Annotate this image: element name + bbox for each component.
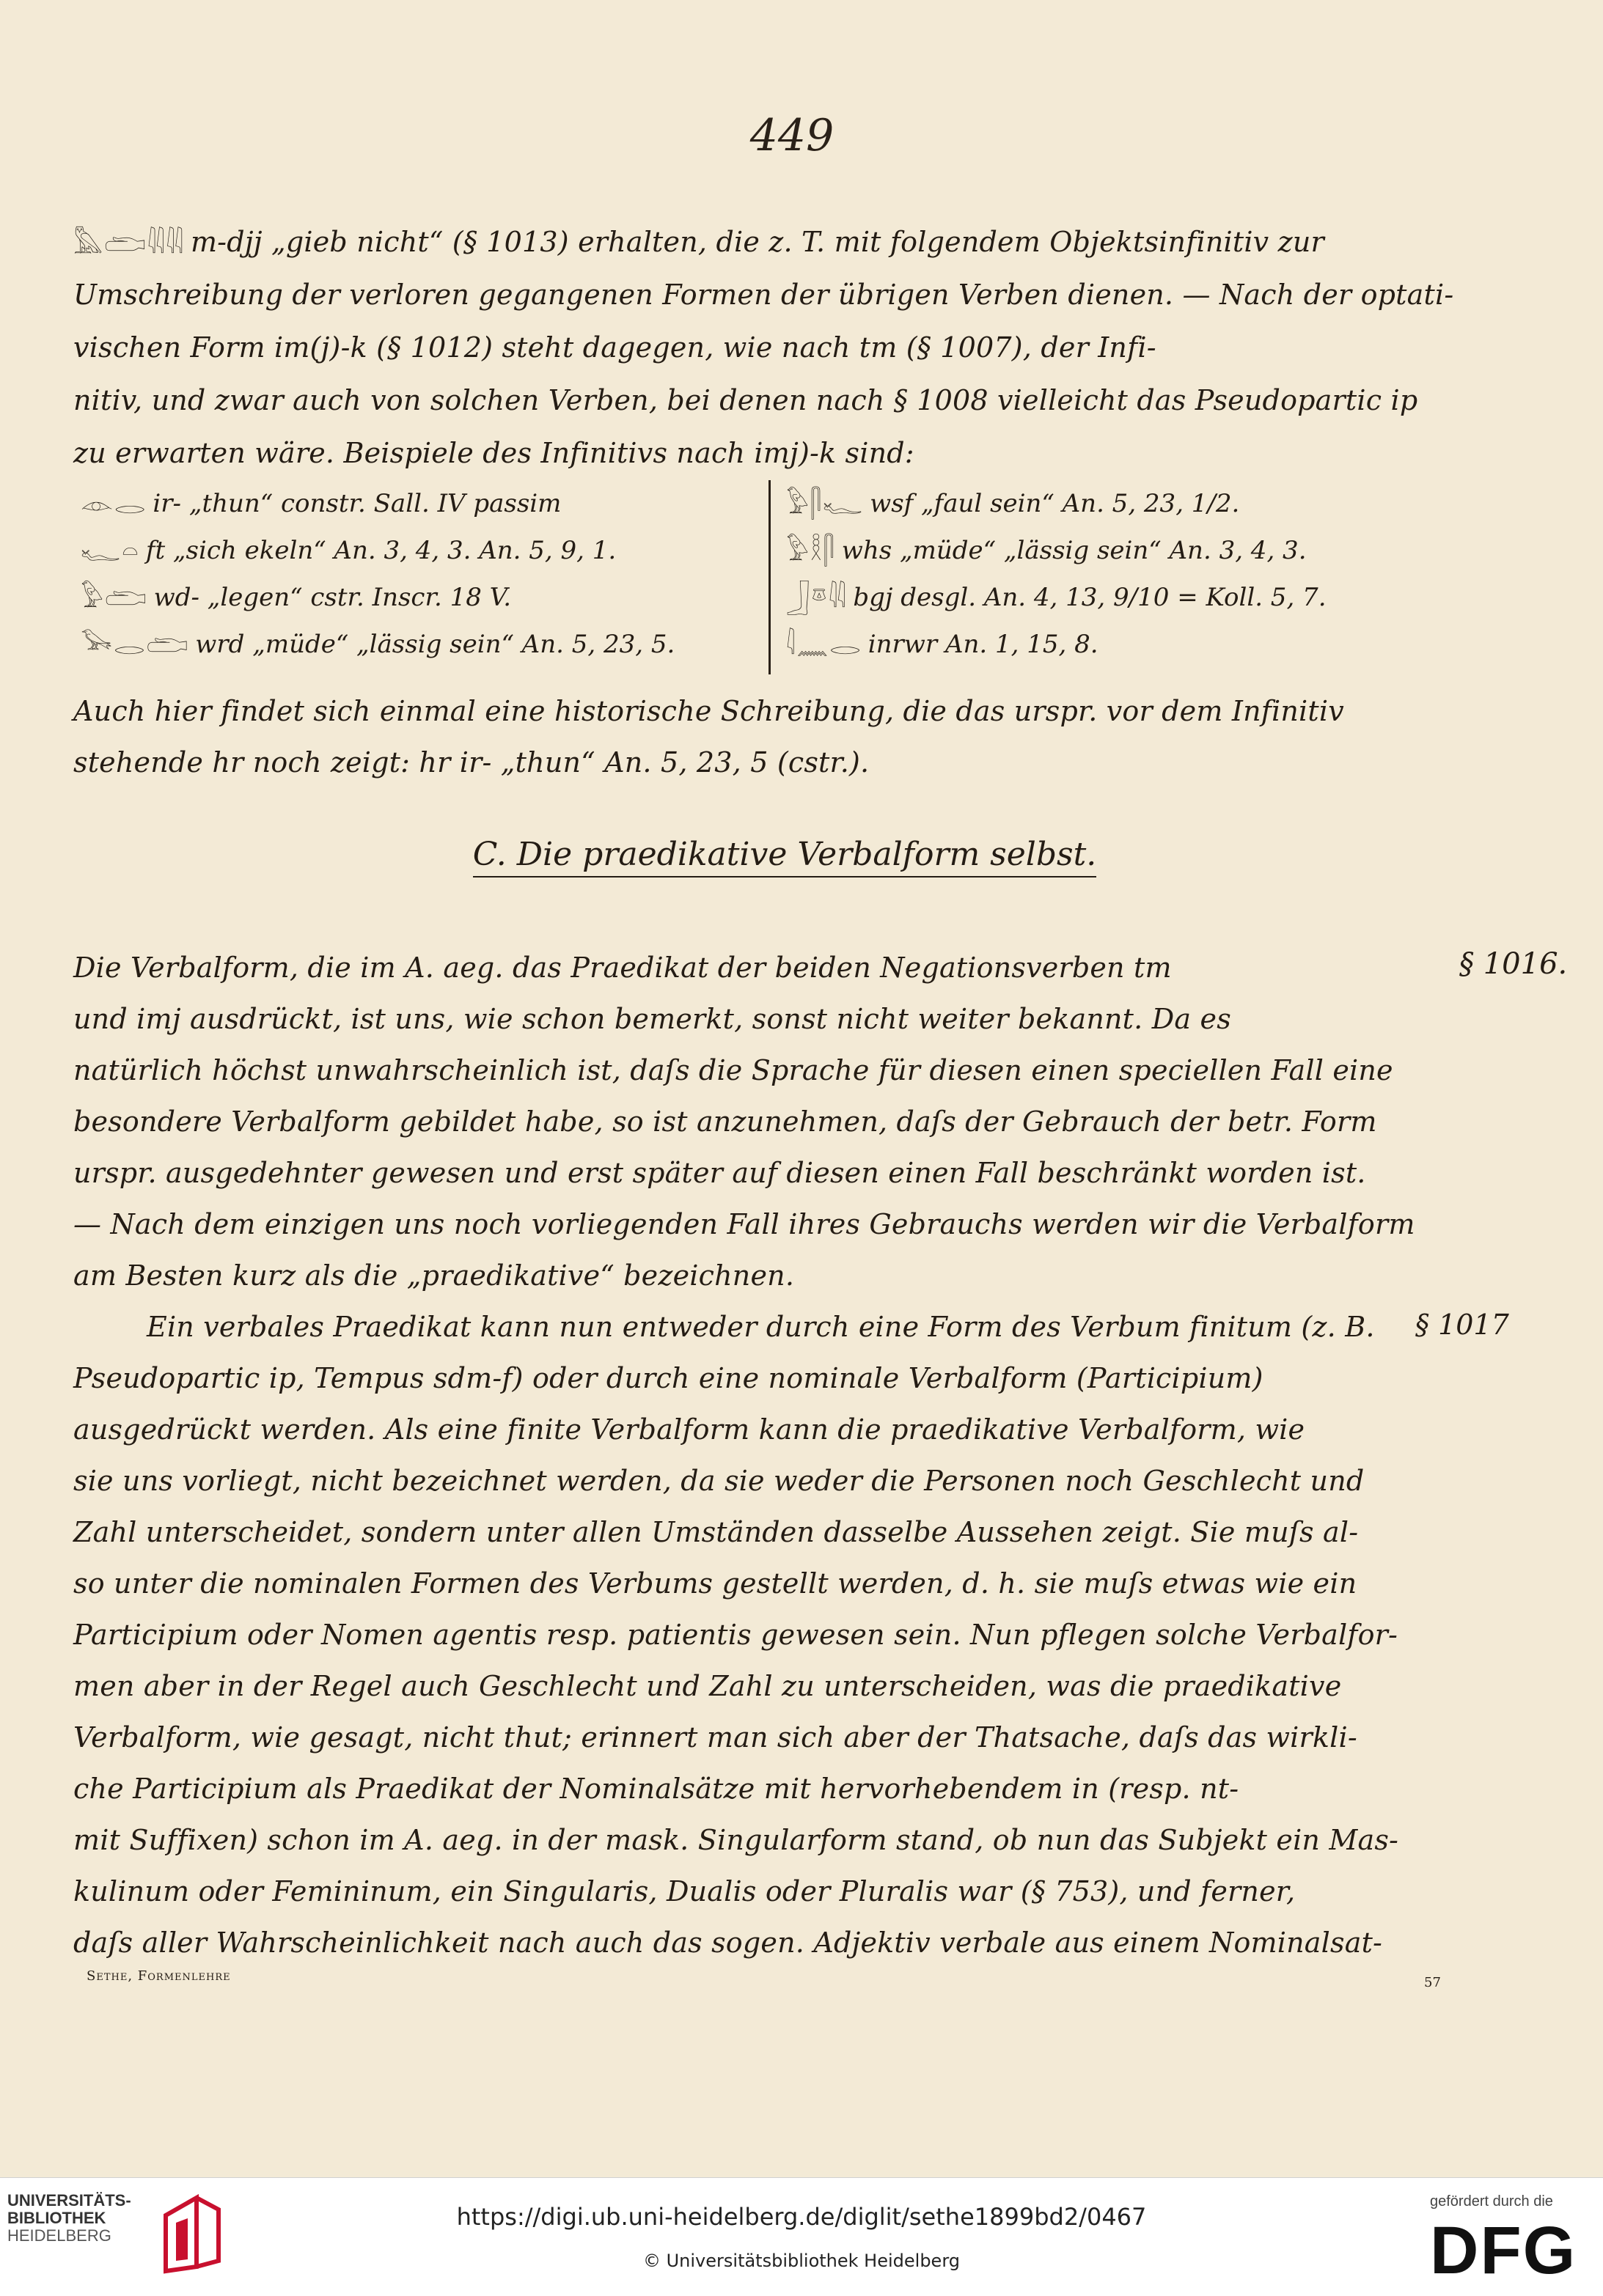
- hieroglyph-group: 𓇋𓈖𓂋: [786, 630, 862, 661]
- logo-line: HEIDELBERG: [7, 2226, 111, 2245]
- paragraph-marker: § 1017: [1415, 1309, 1509, 1341]
- column-divider: [769, 480, 771, 674]
- text-line: ausgedrückt werden. Als eine finite Verbalform kann die praedikative Verbalform, wie: [73, 1413, 1305, 1446]
- text-line: Umschreibung der verloren gegangenen Formen der übrigen Verben dienen. — Nach der optati-: [73, 279, 1454, 311]
- text-line: stehende hr noch zeigt: hr ir- „thun“ An. 5, 23, 5 (cstr.).: [73, 746, 870, 779]
- page-number: 449: [749, 110, 834, 161]
- dfg-logo[interactable]: DFG: [1430, 2213, 1577, 2288]
- example-row: 𓇋𓈖𓂋 inrwr An. 1, 15, 8.: [786, 621, 1519, 668]
- text-line: kulinum oder Femininum, ein Singularis, Dualis oder Pluralis war (§ 753), und ferner,: [73, 1875, 1296, 1907]
- text-line: sie uns vorliegt, nicht bezeichnet werden, da sie weder die Personen noch Geschlecht und: [73, 1465, 1365, 1497]
- text-line: Auch hier findet sich einmal eine historische Schreibung, die das urspr. vor dem Infinitiv: [73, 695, 1344, 727]
- text-line: Pseudopartic ip, Tempus sdm-f) oder durch eine nominale Verbalform (Participium): [73, 1362, 1263, 1394]
- text-line: daſs aller Wahrscheinlichkeit nach auch das sogen. Adjektiv verbale aus einem Nominalsat-: [73, 1927, 1383, 1959]
- text-line: besondere Verbalform gebildet habe, so ist anzunehmen, daſs der Gebrauch der betr. Form: [73, 1105, 1377, 1138]
- text-line: men aber in der Regel auch Geschlecht und Zahl zu unterscheiden, was die praedikative: [73, 1670, 1342, 1702]
- text-line: mit Suffixen) schon im A. aeg. in der mask. Singularform stand, ob nun das Subjekt ein Mas-: [73, 1824, 1399, 1856]
- logo-line: BIBLIOTHEK: [7, 2209, 106, 2227]
- text-line: Participium oder Nomen agentis resp. patientis gewesen sein. Nun pflegen solche Verbalfor-: [73, 1619, 1398, 1651]
- permalink-url[interactable]: https://digi.ub.uni-heidelberg.de/diglit/sethe1899bd2/0467: [456, 2203, 1147, 2231]
- text-line: che Participium als Praedikat der Nominalsätze mit hervorhebendem in (resp. nt-: [73, 1773, 1239, 1805]
- example-row: 𓃀𓎼𓇌 bgj desgl. An. 4, 13, 9/10 = Koll. 5, 7.: [786, 574, 1519, 621]
- text-line: — Nach dem einzigen uns noch vorliegenden Fall ihres Gebrauchs werden wir die Verbalform: [73, 1208, 1415, 1240]
- examples-right-column: [786, 480, 1519, 668]
- hieroglyph-group: 𓅱𓋴𓆑: [786, 490, 865, 520]
- text-line: so unter die nominalen Formen des Verbums gestellt werden, d. h. sie muſs etwas wie ein: [73, 1567, 1357, 1600]
- text-line: 𓅓𓂧𓇌𓇌 m-djj „gieb nicht“ (§ 1013) erhalten, die z. T. mit folgendem Objektsinfinitiv zur: [73, 220, 1533, 267]
- hieroglyph-group: 𓅱𓎛𓋴: [786, 537, 836, 567]
- text-line: vischen Form im(j)-k (§ 1012) steht dagegen, wie nach tm (§ 1007), der Infi-: [73, 331, 1156, 364]
- section-heading: C. Die praedikative Verbalform selbst.: [455, 836, 1115, 873]
- example-row: 𓅱𓎛𓋴 whs „müde“ „lässig sein“ An. 3, 4, 3.: [786, 527, 1519, 574]
- examples-left-column: [81, 480, 755, 668]
- text-line: und imj ausdrückt, ist uns, wie schon bemerkt, sonst nicht weiter bekannt. Da es: [73, 1003, 1231, 1035]
- hieroglyph-group: 𓅨𓂋𓂧: [81, 630, 190, 661]
- paragraph-marker: § 1016.: [1459, 947, 1568, 981]
- text-line: natürlich höchst unwahrscheinlich ist, daſs die Sprache für diesen einen speciellen Fall eine: [73, 1054, 1393, 1086]
- text-line: zu erwarten wäre. Beispiele des Infinitivs nach imj)-k sind:: [73, 437, 914, 469]
- text-line: Zahl unterscheidet, sondern unter allen Umständen dasselbe Aussehen zeigt. Sie muſs al-: [73, 1516, 1359, 1548]
- text-line: Ein verbales Praedikat kann nun entweder durch eine Form des Verbum finitum (z. B.: [147, 1311, 1375, 1343]
- example-row: 𓅨𓂋𓂧 wrd „müde“ „lässig sein“ An. 5, 23, 5.: [81, 621, 755, 668]
- hieroglyph-group: 𓅓𓂧𓇌𓇌: [73, 229, 185, 260]
- example-row: 𓆑𓏏 ft „sich ekeln“ An. 3, 4, 3. An. 5, 9, 1.: [81, 527, 755, 574]
- copyright-notice: © Universitätsbibliothek Heidelberg: [642, 2251, 960, 2271]
- hieroglyph-group: 𓃀𓎼𓇌: [786, 584, 848, 614]
- text-line: Die Verbalform, die im A. aeg. das Praedikat der beiden Negationsverben tm: [73, 952, 1172, 984]
- hieroglyph-group: 𓅱𓂧: [81, 584, 148, 614]
- hieroglyph-group: 𓁹𓂋: [81, 490, 147, 520]
- example-row: 𓅱𓋴𓆑 wsf „faul sein“ An. 5, 23, 1/2.: [786, 480, 1519, 527]
- example-row: 𓁹𓂋 ir- „thun“ constr. Sall. IV passim: [81, 480, 755, 527]
- text-line: nitiv, und zwar auch von solchen Verben, bei denen nach § 1008 vielleicht das Pseudopartic ip: [73, 384, 1418, 416]
- footer-sheet-number: 57: [1424, 1975, 1441, 1990]
- text-line: Verbalform, wie gesagt, nicht thut; erinnert man sich aber der Thatsache, daſs das wirkli-: [73, 1721, 1357, 1754]
- text-line: am Besten kurz als die „praedikative“ bezeichnen.: [73, 1259, 795, 1292]
- hieroglyph-group: 𓆑𓏏: [81, 537, 140, 567]
- logo-line: UNIVERSITÄTS-: [7, 2191, 131, 2209]
- footer-author: Sethe, Formenlehre: [87, 1968, 231, 1984]
- funder-note: gefördert durch die: [1430, 2193, 1553, 2209]
- text-line: urspr. ausgedehnter gewesen und erst später auf diesen einen Fall beschränkt worden ist.: [73, 1157, 1366, 1189]
- example-row: 𓅱𓂧 wd- „legen“ cstr. Inscr. 18 V.: [81, 574, 755, 621]
- library-banner: [0, 2177, 1603, 2296]
